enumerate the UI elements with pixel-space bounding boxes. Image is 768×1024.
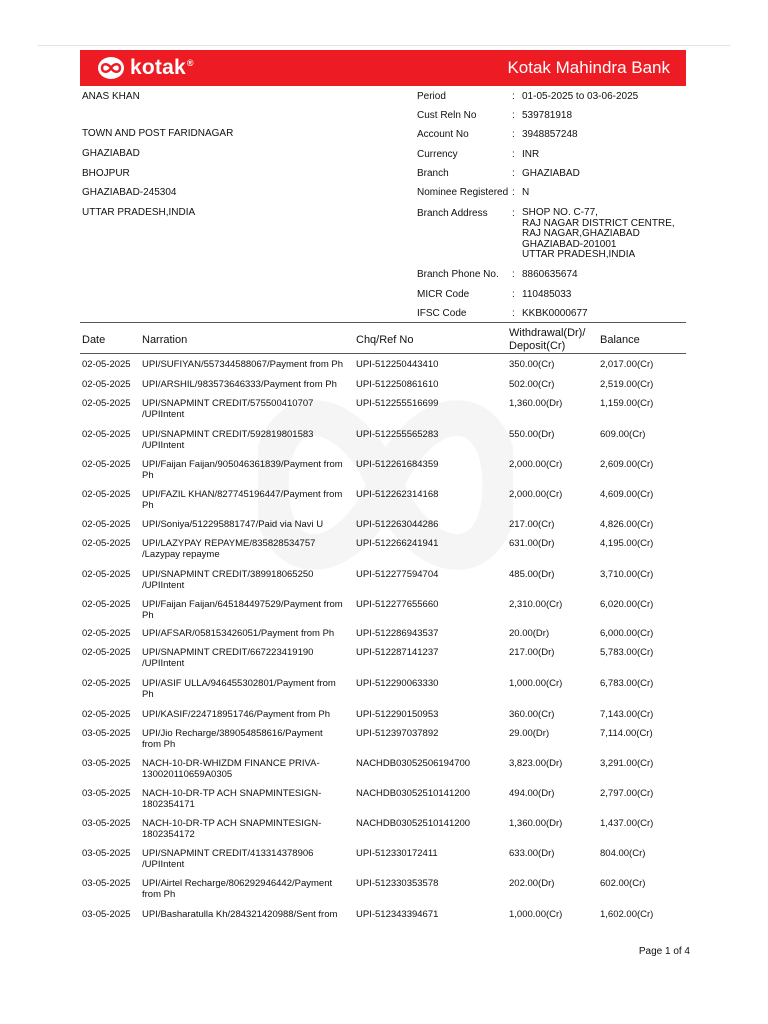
row-date: 02-05-2025: [82, 709, 131, 720]
row-date: 02-05-2025: [82, 599, 131, 610]
row-narration: [142, 628, 352, 639]
row-narration: [142, 818, 352, 840]
row-date: 02-05-2025: [82, 379, 131, 390]
row-ref-no: UPI-512290063330: [356, 678, 439, 689]
row-balance: 1,159.00(Cr): [600, 398, 654, 409]
row-narration-line: 1802354172: [142, 829, 195, 840]
row-date: 02-05-2025: [82, 628, 131, 639]
row-narration: [142, 398, 352, 420]
row-narration: [142, 538, 352, 560]
row-amount: 3,823.00(Dr): [509, 758, 563, 769]
row-date: 02-05-2025: [82, 538, 131, 549]
row-narration-line: UPI/SNAPMINT CREDIT/413314378906: [142, 848, 314, 859]
row-narration: [142, 489, 352, 511]
row-narration-line: NACH-10-DR-TP ACH SNAPMINTESIGN-: [142, 788, 322, 799]
row-ref-no: UPI-512286943537: [356, 628, 439, 639]
row-narration: [142, 459, 352, 481]
row-balance: 6,783.00(Cr): [600, 678, 654, 689]
row-amount: 633.00(Dr): [509, 848, 555, 859]
header-date: Date: [82, 334, 106, 346]
row-narration-line: NACH-10-DR-TP ACH SNAPMINTESIGN-: [142, 818, 322, 829]
row-balance: 7,143.00(Cr): [600, 709, 654, 720]
row-narration-line: UPI/ASIF ULLA/946455302801/Payment from: [142, 678, 336, 689]
row-balance: 2,017.00(Cr): [600, 359, 654, 370]
row-ref-no: UPI-512250443410: [356, 359, 439, 370]
row-amount: 2,000.00(Cr): [509, 459, 563, 470]
row-ref-no: UPI-512266241941: [356, 538, 439, 549]
row-narration-line: UPI/Jio Recharge/389054858616/Payment: [142, 728, 323, 739]
row-ref-no: UPI-512330353578: [356, 878, 439, 889]
row-narration: [142, 728, 352, 750]
row-ref-no: UPI-512263044286: [356, 519, 439, 530]
row-ref-no: UPI-512397037892: [356, 728, 439, 739]
row-narration: [142, 848, 352, 870]
row-balance: 2,609.00(Cr): [600, 459, 654, 470]
row-balance: 7,114.00(Cr): [600, 728, 653, 739]
customer-name: ANAS KHAN: [82, 91, 140, 102]
row-balance: 609.00(Cr): [600, 429, 646, 440]
row-narration-line: UPI/LAZYPAY REPAYME/835828534757: [142, 538, 316, 549]
row-amount: 350.00(Cr): [509, 359, 555, 370]
row-amount: 360.00(Cr): [509, 709, 555, 720]
row-amount: 1,000.00(Cr): [509, 678, 563, 689]
row-amount: 2,000.00(Cr): [509, 489, 563, 500]
row-amount: 1,000.00(Cr): [509, 909, 563, 920]
row-narration-line: Ph: [142, 500, 154, 511]
row-narration: [142, 569, 352, 591]
row-date: 03-05-2025: [82, 818, 131, 829]
row-amount: 202.00(Dr): [509, 878, 555, 889]
page-number: Page 1 of 4: [638, 946, 690, 957]
row-narration-line: 130020110659A0305: [142, 769, 233, 780]
row-date: 03-05-2025: [82, 909, 131, 920]
row-date: 03-05-2025: [82, 878, 131, 889]
row-balance: 6,020.00(Cr): [600, 599, 654, 610]
row-narration-line: /UPIIntent: [142, 859, 185, 870]
row-balance: 1,602.00(Cr): [600, 909, 654, 920]
row-amount: 29.00(Dr): [509, 728, 550, 739]
customer-address-line: GHAZIABAD: [82, 148, 140, 159]
bank-name: Kotak Mahindra Bank: [507, 58, 670, 77]
row-narration-line: UPI/SUFIYAN/557344588067/Payment from Ph: [142, 359, 344, 370]
customer-address-line: GHAZIABAD-245304: [82, 187, 177, 198]
row-narration-line: UPI/KASIF/224718951746/Payment from Ph: [142, 709, 330, 720]
row-narration-line: Ph: [142, 610, 154, 621]
row-date: 02-05-2025: [82, 489, 131, 500]
row-narration-line: UPI/ARSHIL/983573646333/Payment from Ph: [142, 379, 337, 390]
page-top-divider: [38, 45, 730, 46]
row-narration-line: UPI/Airtel Recharge/806292946442/Payment: [142, 878, 333, 889]
row-narration: [142, 788, 352, 810]
row-balance: 5,783.00(Cr): [600, 647, 654, 658]
row-narration-line: UPI/SNAPMINT CREDIT/592819801583: [142, 429, 314, 440]
row-date: 03-05-2025: [82, 848, 131, 859]
kotak-infinity-icon: [98, 57, 124, 79]
kotak-logo: [98, 56, 194, 80]
row-narration: [142, 758, 352, 780]
row-amount: 550.00(Dr): [509, 429, 555, 440]
row-balance: 1,437.00(Cr): [600, 818, 654, 829]
row-narration-line: /UPIIntent: [142, 658, 185, 669]
row-narration: [142, 878, 352, 900]
row-balance: 4,609.00(Cr): [600, 489, 654, 500]
table-header-top-rule: [80, 322, 686, 323]
row-date: 02-05-2025: [82, 647, 131, 658]
row-narration: [142, 429, 352, 451]
row-amount: 1,360.00(Dr): [509, 818, 563, 829]
customer-address-line: TOWN AND POST FARIDNAGAR: [82, 128, 234, 139]
row-narration-line: from Ph: [142, 889, 176, 900]
header-balance: Balance: [600, 334, 640, 346]
row-ref-no: UPI-512255516699: [356, 398, 439, 409]
row-balance: 4,195.00(Cr): [600, 538, 654, 549]
row-narration: [142, 379, 352, 390]
row-narration: [142, 519, 352, 530]
row-date: 02-05-2025: [82, 398, 131, 409]
row-balance: 602.00(Cr): [600, 878, 646, 889]
customer-address-line: BHOJPUR: [82, 168, 130, 179]
row-narration: [142, 678, 352, 700]
row-narration: [142, 599, 352, 621]
row-date: 03-05-2025: [82, 758, 131, 769]
row-narration-line: Ph: [142, 470, 154, 481]
row-narration: [142, 909, 352, 920]
row-narration-line: UPI/SNAPMINT CREDIT/575500410707: [142, 398, 314, 409]
row-narration-line: UPI/Faijan Faijan/645184497529/Payment from: [142, 599, 343, 610]
row-narration-line: Ph: [142, 689, 154, 700]
row-ref-no: UPI-512261684359: [356, 459, 439, 470]
row-ref-no: NACHDB03052510141200: [356, 818, 471, 829]
row-ref-no: UPI-512330172411: [356, 848, 438, 859]
row-amount: 217.00(Cr): [509, 519, 555, 530]
row-narration: [142, 647, 352, 669]
row-balance: 804.00(Cr): [600, 848, 646, 859]
row-ref-no: NACHDB03052510141200: [356, 788, 471, 799]
row-narration-line: UPI/SNAPMINT CREDIT/667223419190: [142, 647, 314, 658]
row-amount: 1,360.00(Dr): [509, 398, 563, 409]
table-header-bottom-rule: [80, 353, 686, 354]
row-ref-no: UPI-512343394671: [356, 909, 439, 920]
row-balance: 2,797.00(Cr): [600, 788, 654, 799]
row-amount: 2,310.00(Cr): [509, 599, 563, 610]
row-narration-line: UPI/Soniya/512295881747/Paid via Navi U: [142, 519, 324, 530]
row-ref-no: UPI-512277655660: [356, 599, 439, 610]
header-ref: Chq/Ref No: [356, 334, 414, 346]
row-narration-line: UPI/Faijan Faijan/905046361839/Payment from: [142, 459, 343, 470]
header-narration: Narration: [142, 334, 188, 346]
row-balance: 6,000.00(Cr): [600, 628, 654, 639]
row-narration-line: UPI/SNAPMINT CREDIT/389918065250: [142, 569, 314, 580]
row-amount: 20.00(Dr): [509, 628, 550, 639]
row-narration: [142, 709, 352, 720]
row-amount: 502.00(Cr): [509, 379, 555, 390]
bank-header-banner: [80, 50, 686, 86]
row-narration-line: /UPIIntent: [142, 580, 185, 591]
row-narration: [142, 359, 352, 370]
row-ref-no: UPI-512250861610: [356, 379, 439, 390]
row-narration-line: /Lazypay repayme: [142, 549, 220, 560]
row-ref-no: UPI-512255565283: [356, 429, 439, 440]
logo-wordmark: kotak®: [130, 56, 194, 79]
row-narration-line: /UPIIntent: [142, 409, 185, 420]
row-date: 02-05-2025: [82, 459, 131, 470]
row-ref-no: UPI-512290150953: [356, 709, 439, 720]
row-date: 02-05-2025: [82, 429, 131, 440]
row-narration-line: 1802354171: [142, 799, 195, 810]
row-date: 03-05-2025: [82, 788, 131, 799]
header-amount: Withdrawal(Dr)/ Deposit(Cr): [509, 327, 586, 352]
row-narration-line: UPI/FAZIL KHAN/827745196447/Payment from: [142, 489, 343, 500]
row-narration-line: NACH-10-DR-WHIZDM FINANCE PRIVA-: [142, 758, 320, 769]
row-narration-line: UPI/Basharatulla Kh/284321420988/Sent from: [142, 909, 338, 920]
row-ref-no: UPI-512277594704: [356, 569, 439, 580]
row-date: 02-05-2025: [82, 359, 131, 370]
transactions-table-header: [80, 322, 686, 354]
row-narration-line: UPI/AFSAR/058153426051/Payment from Ph: [142, 628, 335, 639]
row-narration-line: /UPIIntent: [142, 440, 185, 451]
row-amount: 631.00(Dr): [509, 538, 555, 549]
row-date: 02-05-2025: [82, 519, 131, 530]
row-narration-line: from Ph: [142, 739, 176, 750]
row-ref-no: UPI-512262314168: [356, 489, 439, 500]
row-balance: 3,710.00(Cr): [600, 569, 654, 580]
row-date: 02-05-2025: [82, 678, 131, 689]
customer-address-line: UTTAR PRADESH,INDIA: [82, 207, 196, 218]
row-date: 02-05-2025: [82, 569, 131, 580]
row-balance: 2,519.00(Cr): [600, 379, 654, 390]
row-ref-no: NACHDB03052506194700: [356, 758, 471, 769]
row-amount: 485.00(Dr): [509, 569, 555, 580]
row-amount: 217.00(Dr): [509, 647, 555, 658]
row-amount: 494.00(Dr): [509, 788, 555, 799]
row-date: 03-05-2025: [82, 728, 131, 739]
row-ref-no: UPI-512287141237: [356, 647, 439, 658]
row-balance: 3,291.00(Cr): [600, 758, 654, 769]
row-balance: 4,826.00(Cr): [600, 519, 654, 530]
